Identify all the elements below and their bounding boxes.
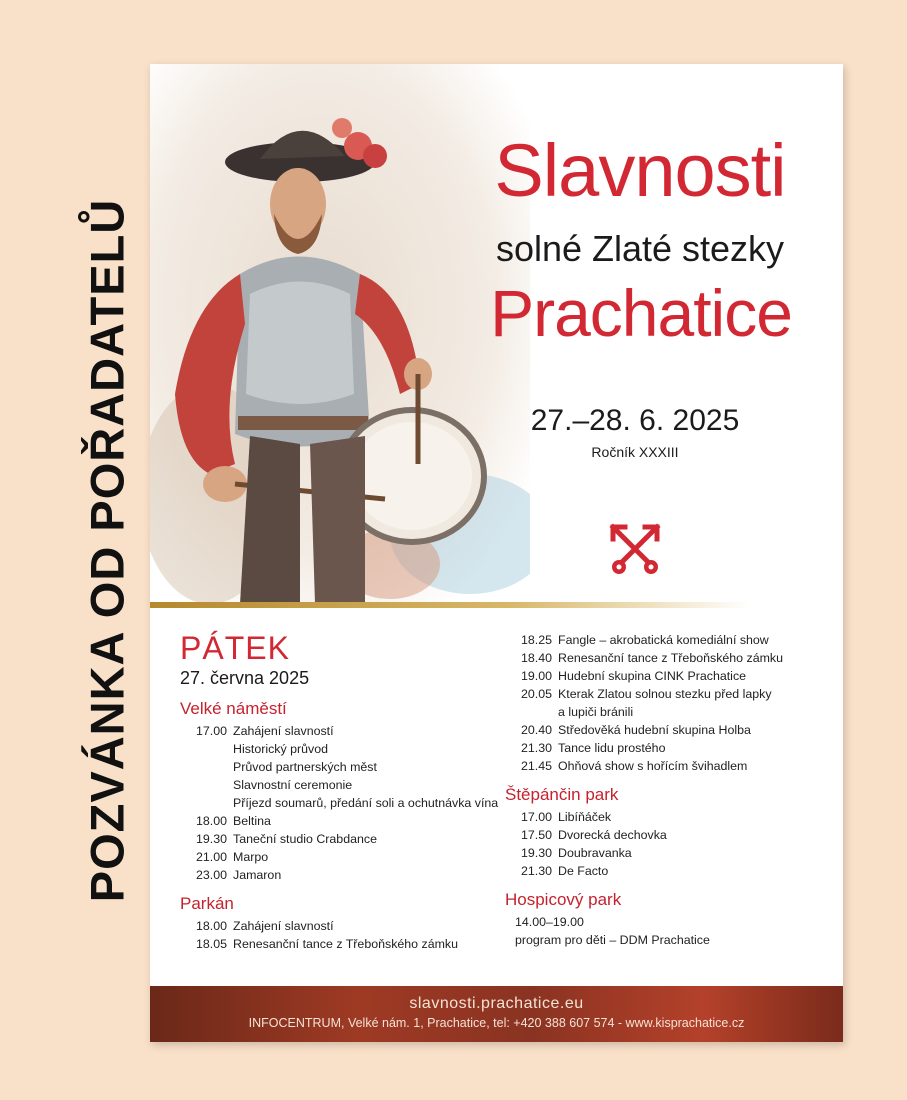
event-time: 21.45 [520, 759, 552, 773]
event-name: Taneční studio Crabdance [233, 832, 377, 846]
event-name: Renesanční tance z Třeboňského zámku [233, 937, 458, 951]
event-name: De Facto [558, 864, 609, 878]
event-time: 18.00 [195, 919, 227, 933]
venue-title: Hospicový park [505, 890, 622, 909]
event-time: 19.00 [520, 669, 552, 683]
event-name: Tance lidu prostého [558, 741, 666, 755]
city-title: Prachatice [490, 276, 792, 350]
event-time: 17.50 [520, 828, 552, 842]
venue-title: Parkán [180, 894, 234, 913]
event-time: 17.00 [195, 724, 227, 738]
event-name: program pro děti – DDM Prachatice [515, 933, 710, 947]
event-name: Renesanční tance z Třeboňského zámku [558, 651, 783, 665]
program-row [505, 808, 835, 826]
event-name: Hudební skupina CINK Prachatice [558, 669, 747, 683]
program-row [180, 866, 500, 884]
event-time: 19.30 [195, 832, 227, 846]
program-row [505, 685, 835, 703]
event-name: Beltina [233, 814, 271, 828]
crossed-keys-icon [605, 519, 665, 579]
venue-title: Štěpánčin park [505, 785, 619, 804]
event-time: 21.30 [520, 741, 552, 755]
program-row [180, 830, 500, 848]
program-row [180, 740, 500, 758]
event-time: 20.40 [520, 723, 552, 737]
side-title [72, 118, 142, 982]
festival-date: 27.–28. 6. 2025 [530, 404, 740, 437]
event-time [505, 703, 558, 721]
event-time: 18.40 [520, 651, 552, 665]
program-row [505, 631, 835, 649]
event-time: 18.05 [195, 937, 227, 951]
event-name: Průvod partnerských měst [233, 760, 377, 774]
side-title-text: POZVÁNKA OD POŘADATELŮ [80, 198, 134, 902]
event-time: 23.00 [195, 868, 227, 882]
page-subtitle: solné Zlaté stezky [495, 228, 785, 269]
footer [150, 986, 843, 1042]
program-row [180, 812, 500, 830]
event-time [180, 740, 233, 758]
event-name: Ohňová show s hořícím švihadlem [558, 759, 748, 773]
event-name: Příjezd soumarů, předání soli a ochutnávka vína [233, 796, 499, 810]
event-name: Zahájení slavností [233, 919, 334, 933]
event-name: a lupiči bránili [558, 705, 634, 719]
program-row [180, 917, 500, 935]
program-row [180, 722, 500, 740]
program-row [180, 935, 500, 953]
program-left-column [180, 632, 500, 953]
day-title: PÁTEK [180, 630, 290, 666]
event-time: 18.00 [195, 814, 227, 828]
event-name: Doubravanka [558, 846, 632, 860]
program-row [180, 758, 500, 776]
event-name: Slavnostní ceremonie [233, 778, 353, 792]
event-time [180, 758, 233, 776]
event-name: Středověká hudební skupina Holba [558, 723, 751, 737]
program-row [505, 667, 835, 685]
program-row [505, 844, 835, 862]
event-time [180, 776, 233, 794]
event-name: Kterak Zlatou solnou stezku před lapky [558, 687, 772, 701]
event-time: 21.00 [195, 850, 227, 864]
event-name: Historický průvod [233, 742, 329, 756]
website-link[interactable]: slavnosti.prachatice.eu [409, 995, 584, 1012]
event-time: 21.30 [520, 864, 552, 878]
event-time: 19.30 [520, 846, 552, 860]
event-name: Zahájení slavností [233, 724, 334, 738]
program-row [505, 862, 835, 880]
day-date: 27. června 2025 [180, 668, 310, 688]
event-time: 17.00 [520, 810, 552, 824]
program-row [505, 739, 835, 757]
program-row [505, 649, 835, 667]
program-row [505, 826, 835, 844]
event-time [180, 794, 233, 812]
program-row [505, 703, 835, 721]
event-time: 14.00–19.00 [515, 915, 584, 929]
event-time: 18.25 [520, 633, 552, 647]
event-name: Marpo [233, 850, 269, 864]
contact-info: INFOCENTRUM, Velké nám. 1, Prachatice, tel: +420 388 607 574 - www.kisprachatice.cz [248, 1016, 745, 1030]
venue-title: Velké náměstí [180, 699, 287, 718]
event-name: Dvorecká dechovka [558, 828, 667, 842]
edition-label: Ročník XXXIII [591, 444, 679, 460]
program-row [180, 776, 500, 794]
program-row [180, 794, 500, 812]
event-name: Fangle – akrobatická komediální show [558, 633, 769, 647]
program-row [180, 848, 500, 866]
event-name: Libíňáček [558, 810, 612, 824]
program-row [505, 721, 835, 739]
gold-divider [150, 602, 750, 608]
event-name: Jamaron [233, 868, 282, 882]
program-right-column [505, 631, 835, 949]
poster [150, 64, 843, 1042]
page-title: Slavnosti [494, 129, 786, 212]
event-time: 20.05 [520, 687, 552, 701]
program-row [505, 757, 835, 775]
